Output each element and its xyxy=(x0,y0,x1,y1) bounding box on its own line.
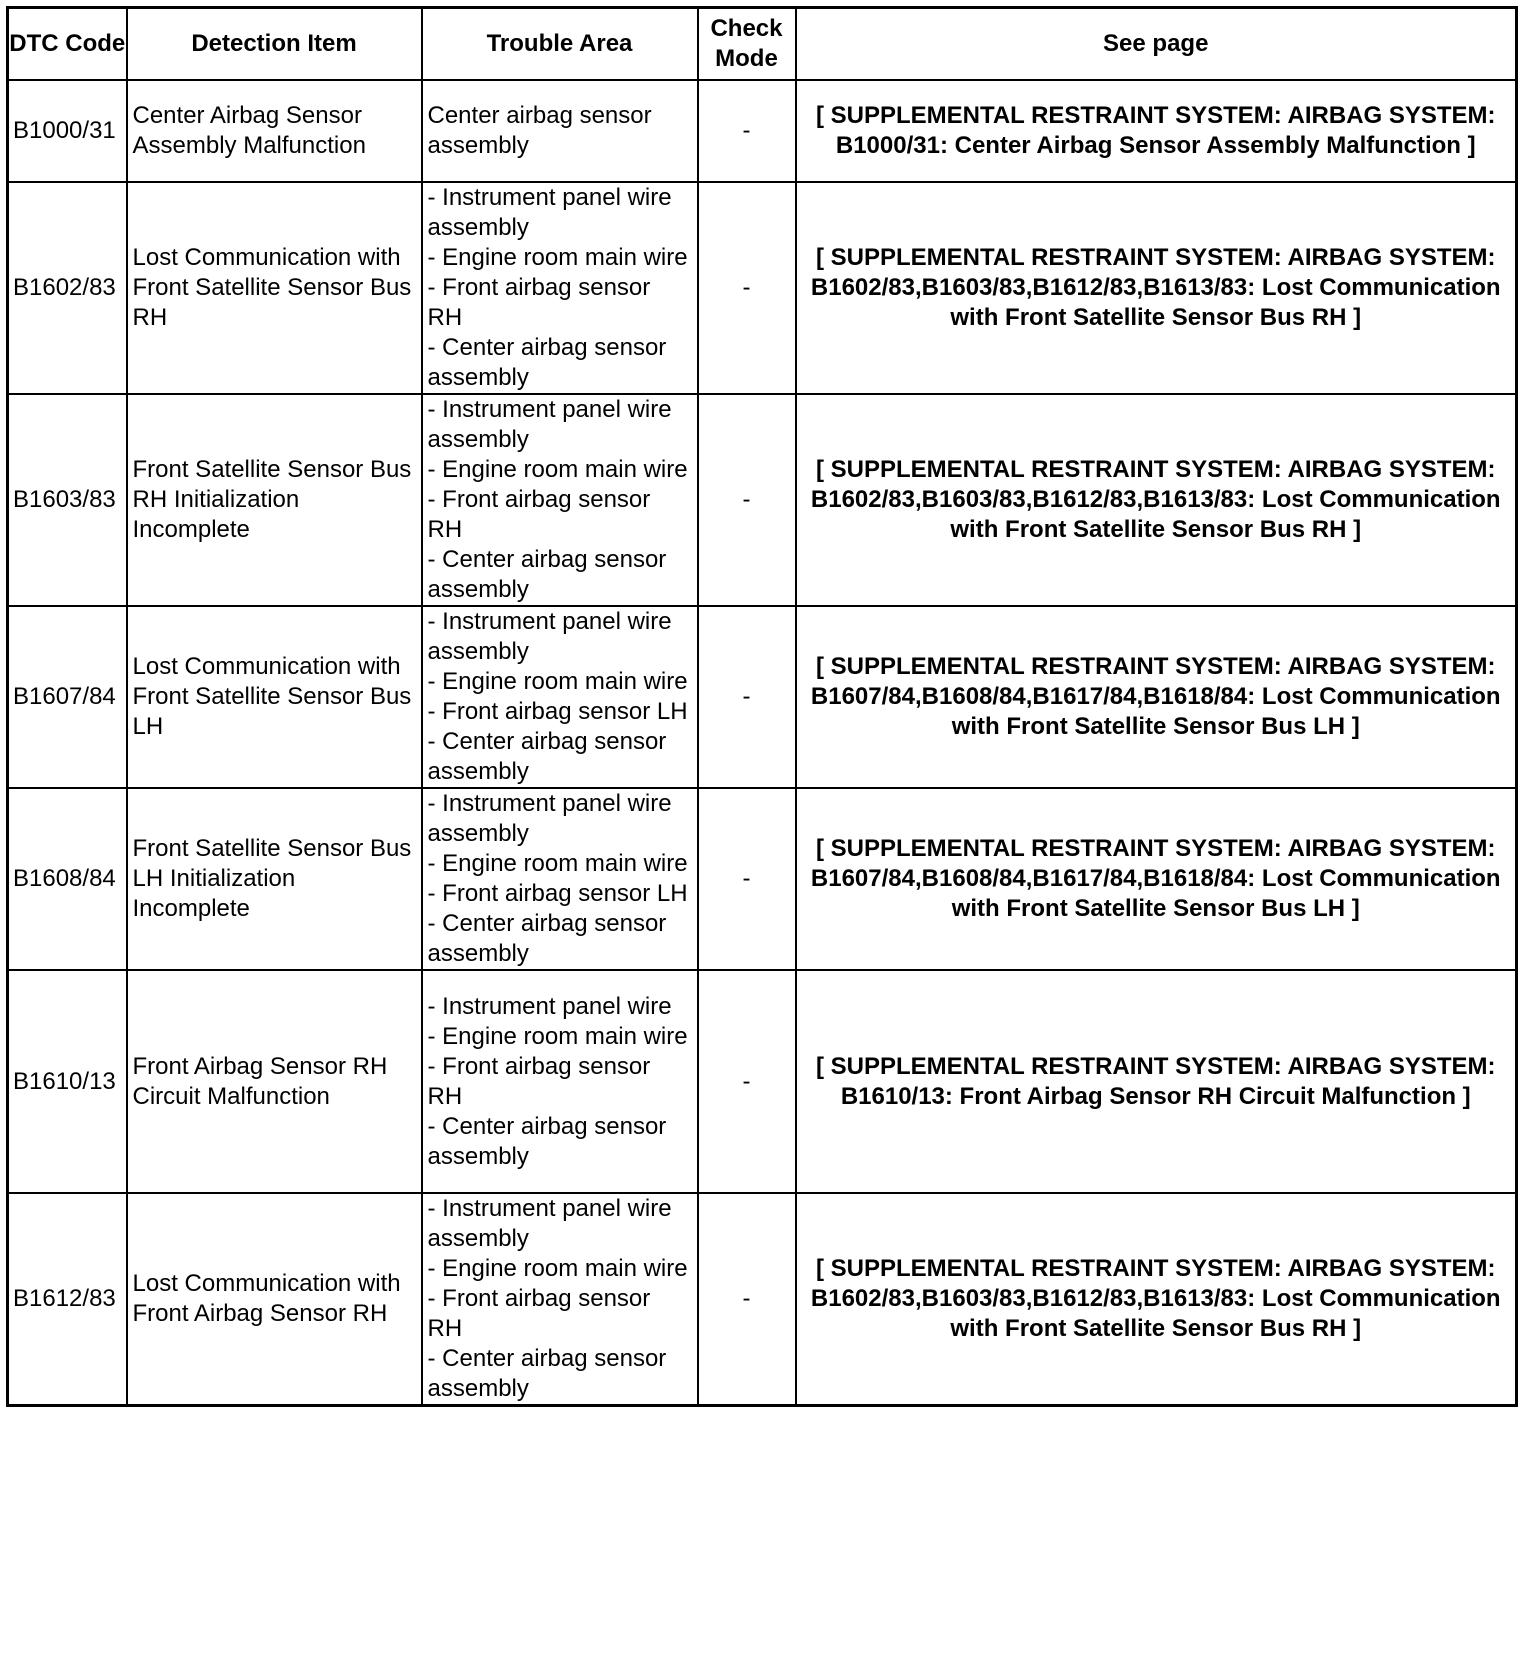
detection-item-cell: Front Airbag Sensor RH Circuit Malfunction xyxy=(127,970,422,1193)
detection-item-cell: Front Satellite Sensor Bus LH Initialization Incomplete xyxy=(127,788,422,970)
header-check-mode: Check Mode xyxy=(698,8,796,81)
trouble-area-line: - Center airbag sensor assembly xyxy=(427,728,667,785)
trouble-area-line: - Engine room main wire xyxy=(427,456,688,483)
check-mode-cell: - xyxy=(698,970,796,1193)
dtc-table-container xyxy=(6,6,1518,1407)
table-row xyxy=(8,788,1517,970)
trouble-area-line: - Front airbag sensor RH xyxy=(427,274,651,331)
trouble-area-line: Center airbag sensor assembly xyxy=(427,102,652,159)
trouble-area-line: - Engine room main wire xyxy=(427,1255,688,1282)
table-row xyxy=(8,80,1517,182)
table-row xyxy=(8,394,1517,606)
trouble-area-line: - Instrument panel wire assembly xyxy=(427,184,672,241)
trouble-area-line: - Front airbag sensor RH xyxy=(427,486,651,543)
header-dtc-code: DTC Code xyxy=(8,8,127,81)
dtc-code-cell: B1603/83 xyxy=(8,394,127,606)
check-mode-cell: - xyxy=(698,80,796,182)
see-page-link[interactable]: [ SUPPLEMENTAL RESTRAINT SYSTEM: AIRBAG SYSTEM: B1610/13: Front Airbag Sensor RH Circuit Malfunction ] xyxy=(796,970,1517,1193)
see-page-link[interactable]: [ SUPPLEMENTAL RESTRAINT SYSTEM: AIRBAG SYSTEM: B1602/83,B1603/83,B1612/83,B1613/83: Lost Communication with Front Satellite Sensor Bus RH ] xyxy=(796,182,1517,394)
trouble-area-line: - Center airbag sensor assembly xyxy=(427,1345,667,1402)
table-row xyxy=(8,1193,1517,1406)
see-page-link[interactable]: [ SUPPLEMENTAL RESTRAINT SYSTEM: AIRBAG SYSTEM: B1602/83,B1603/83,B1612/83,B1613/83: Lost Communication with Front Satellite Sensor Bus RH ] xyxy=(796,1193,1517,1406)
detection-item-cell: Lost Communication with Front Satellite Sensor Bus LH xyxy=(127,606,422,788)
trouble-area-line: - Center airbag sensor assembly xyxy=(427,910,667,967)
table-row xyxy=(8,606,1517,788)
dtc-code-cell: B1602/83 xyxy=(8,182,127,394)
dtc-code-cell: B1607/84 xyxy=(8,606,127,788)
trouble-area-line: - Center airbag sensor assembly xyxy=(427,334,667,391)
trouble-area-cell xyxy=(422,788,698,970)
see-page-link[interactable]: [ SUPPLEMENTAL RESTRAINT SYSTEM: AIRBAG SYSTEM: B1000/31: Center Airbag Sensor Assembly Malfunction ] xyxy=(796,80,1517,182)
dtc-code-cell: B1000/31 xyxy=(8,80,127,182)
header-trouble-area: Trouble Area xyxy=(422,8,698,81)
trouble-area-line: - Center airbag sensor assembly xyxy=(427,1112,667,1170)
trouble-area-line: - Engine room main wire xyxy=(427,1022,688,1050)
trouble-area-line: - Front airbag sensor LH xyxy=(427,698,688,725)
see-page-link[interactable]: [ SUPPLEMENTAL RESTRAINT SYSTEM: AIRBAG SYSTEM: B1602/83,B1603/83,B1612/83,B1613/83: Lost Communication with Front Satellite Sensor Bus RH ] xyxy=(796,394,1517,606)
trouble-area-cell xyxy=(422,182,698,394)
detection-item-cell: Front Satellite Sensor Bus RH Initialization Incomplete xyxy=(127,394,422,606)
check-mode-cell: - xyxy=(698,1193,796,1406)
dtc-code-cell: B1608/84 xyxy=(8,788,127,970)
trouble-area-line: - Center airbag sensor assembly xyxy=(427,546,667,603)
trouble-area-cell xyxy=(422,1193,698,1406)
trouble-area-line: - Engine room main wire xyxy=(427,668,688,695)
detection-item-cell: Lost Communication with Front Satellite Sensor Bus RH xyxy=(127,182,422,394)
header-detection-item: Detection Item xyxy=(127,8,422,81)
trouble-area-cell xyxy=(422,970,698,1193)
trouble-area-line: - Instrument panel wire assembly xyxy=(427,396,672,453)
dtc-code-cell: B1612/83 xyxy=(8,1193,127,1406)
trouble-area-line: - Instrument panel wire assembly xyxy=(427,608,672,665)
dtc-table xyxy=(6,6,1518,1407)
trouble-area-line: - Front airbag sensor RH xyxy=(427,1285,651,1342)
trouble-area-line: - Engine room main wire xyxy=(427,850,688,877)
table-header-row xyxy=(8,8,1517,81)
trouble-area-cell xyxy=(422,606,698,788)
trouble-area-line: - Front airbag sensor LH xyxy=(427,880,688,907)
check-mode-cell: - xyxy=(698,394,796,606)
see-page-link[interactable]: [ SUPPLEMENTAL RESTRAINT SYSTEM: AIRBAG SYSTEM: B1607/84,B1608/84,B1617/84,B1618/84: Lost Communication with Front Satellite Sensor Bus LH ] xyxy=(796,606,1517,788)
trouble-area-cell xyxy=(422,80,698,182)
check-mode-cell: - xyxy=(698,788,796,970)
detection-item-cell: Lost Communication with Front Airbag Sensor RH xyxy=(127,1193,422,1406)
dtc-code-cell: B1610/13 xyxy=(8,970,127,1193)
table-row xyxy=(8,182,1517,394)
trouble-area-line: - Front airbag sensor RH xyxy=(427,1052,651,1110)
trouble-area-cell xyxy=(422,394,698,606)
header-see-page: See page xyxy=(796,8,1517,81)
check-mode-cell: - xyxy=(698,606,796,788)
trouble-area-line: - Instrument panel wire assembly xyxy=(427,790,672,847)
trouble-area-line: - Instrument panel wire xyxy=(427,992,672,1020)
trouble-area-line: - Engine room main wire xyxy=(427,244,688,271)
see-page-link[interactable]: [ SUPPLEMENTAL RESTRAINT SYSTEM: AIRBAG SYSTEM: B1607/84,B1608/84,B1617/84,B1618/84: Lost Communication with Front Satellite Sensor Bus LH ] xyxy=(796,788,1517,970)
table-row xyxy=(8,970,1517,1193)
detection-item-cell: Center Airbag Sensor Assembly Malfunction xyxy=(127,80,422,182)
check-mode-cell: - xyxy=(698,182,796,394)
trouble-area-line: - Instrument panel wire assembly xyxy=(427,1195,672,1252)
